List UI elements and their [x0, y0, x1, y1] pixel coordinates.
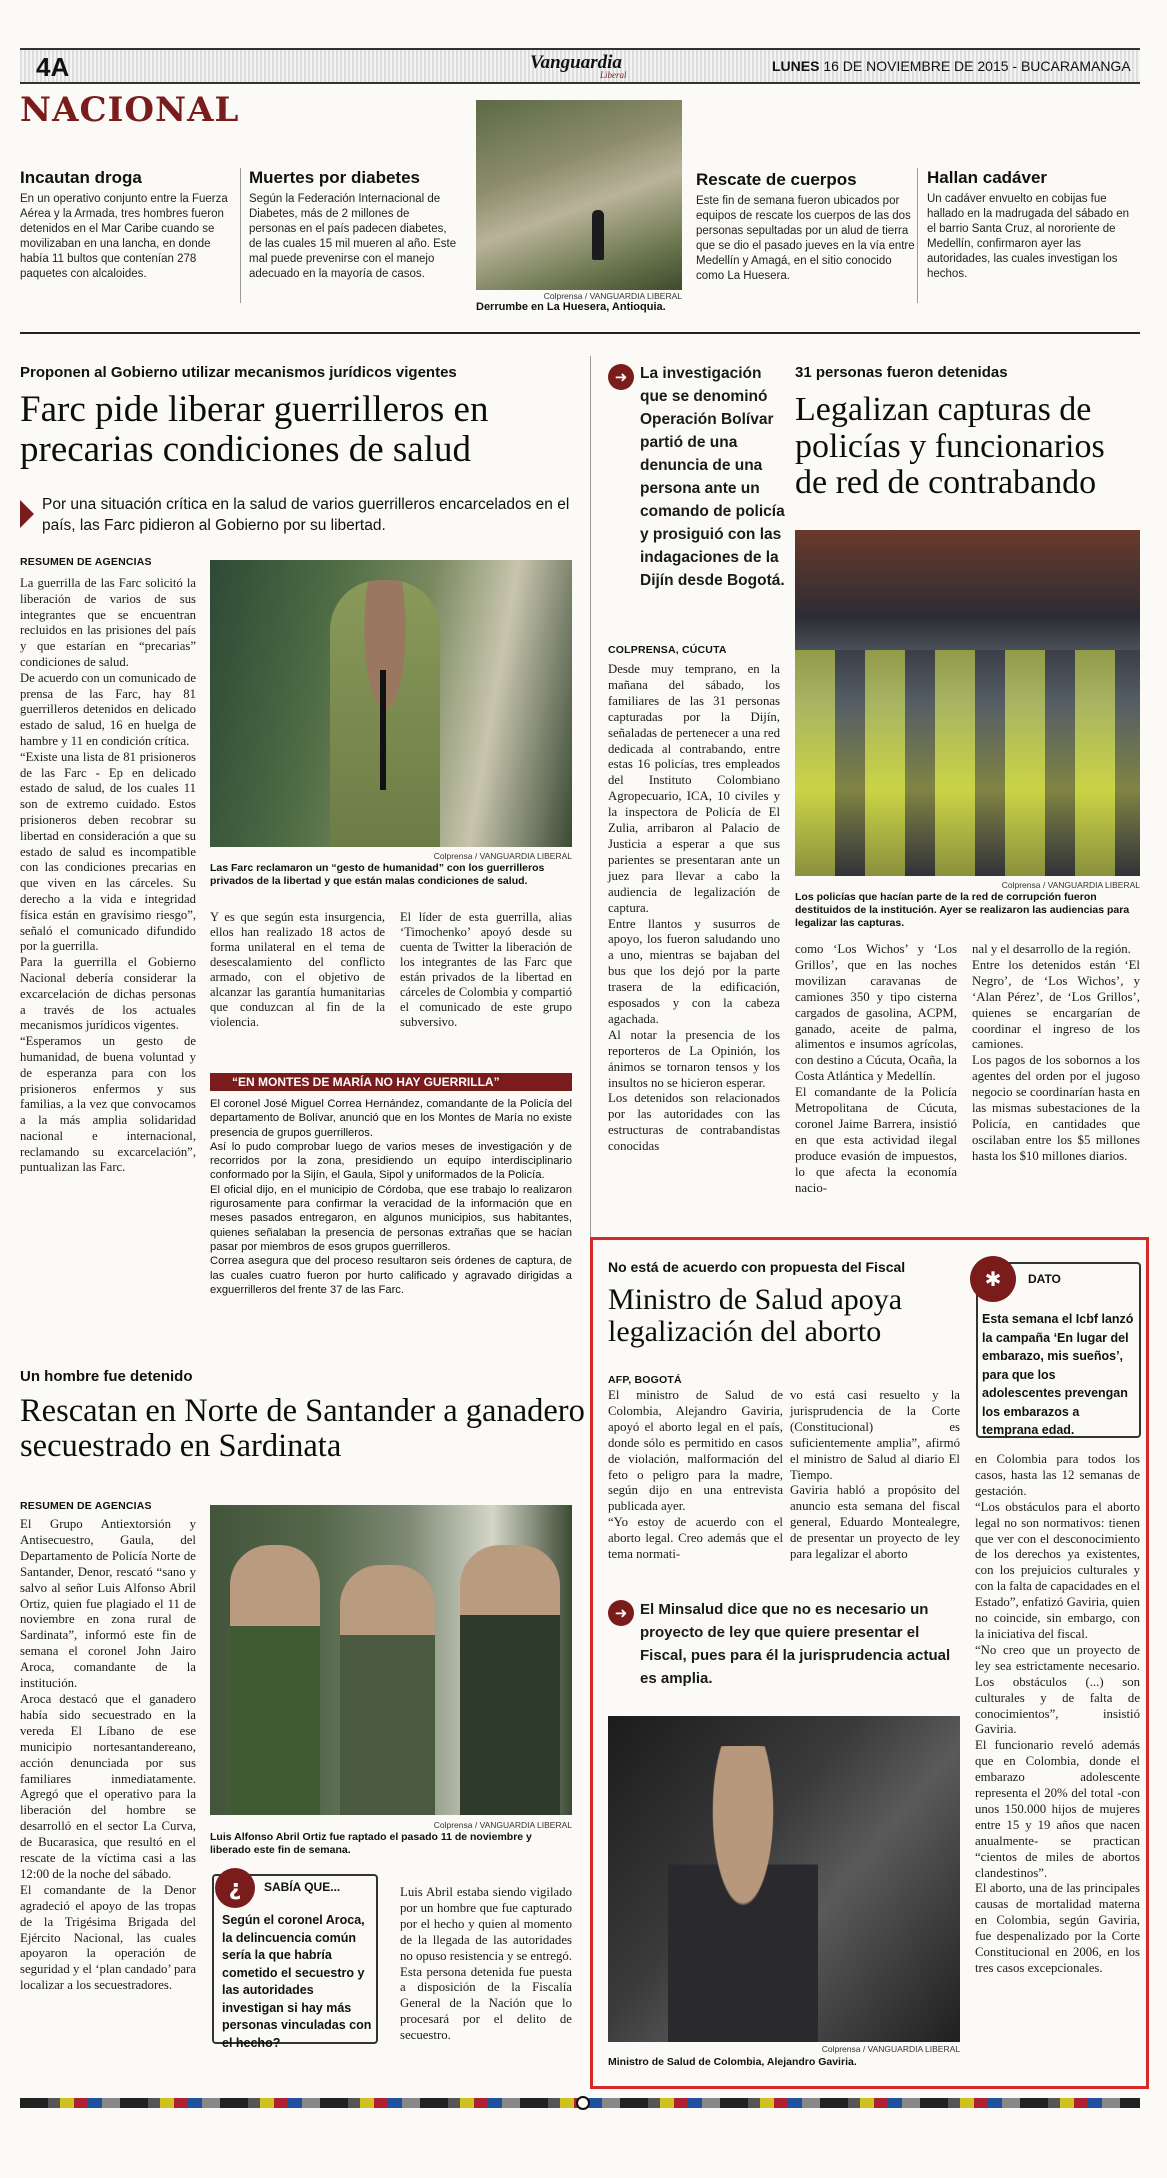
montes-box-title: “EN MONTES DE MARÍA NO HAY GUERRILLA” [210, 1073, 572, 1091]
brief-title: Rescate de cuerpos [696, 170, 857, 189]
brief-title: Incautan droga [20, 168, 142, 187]
minister-figure [668, 1746, 818, 2042]
farc-kicker: Proponen al Gobierno utilizar mecanismos jurídicos vigentes [20, 364, 457, 381]
rescate-kicker: Un hombre fue detenido [20, 1368, 193, 1385]
brief-divider [240, 168, 241, 303]
landslide-photo [476, 100, 682, 290]
aborto-col2: vo está casi resuelto y la jurisprudencia de la Corte (Constitucional) es suficientemente amplia”, afirmó el ministro de Salud al diario El Tiempo. Gaviria habló a propósito del anuncio esta semana del fiscal general, Eduardo Montealegre, de presentar un proyecto de ley para legalizar el aborto [790, 1388, 960, 1562]
photo-credit: Colprensa / VANGUARDIA LIBERAL [543, 291, 682, 301]
contrabando-col1: Desde muy temprano, en la mañana del sábado, los familiares de las 31 personas capturadas por la Dijín, señaladas de pertenecer a una red dedicada al contrabando, entre estas 16 policías, tres empleados del Instituto Colombiano Agropecuario, ICA, 10 civiles y la inspectora de Policía de El Zulia, arribaron al Palacio de Justicia a esperar a que sus parientes se presentaran ante un juez para llevar a cabo la audiencia de legalización de captura. Entre llantos y susurros de apoyo, los fueron saludando uno a uno, mientras se bajaban del bus que los dejó por la parte trasera de la edificación, esposados y con la cabeza agachada. Al notar la presencia de los reporteros de La Opinión, los ánimos se tornaron tensos y los insultos no se hicieron esperar. Los detenidos son relacionados por las autoridades con las estructuras de contrabandistas conocidas [608, 662, 780, 1154]
registration-mark-icon [576, 2096, 590, 2110]
contrabando-byline: COLPRENSA, CÚCUTA [608, 644, 727, 656]
aborto-headline: Ministro de Salud apoya legalización del aborto [608, 1283, 903, 1349]
photo-credit: Colprensa / VANGUARDIA LIBERAL [433, 851, 572, 861]
photo-caption: Las Farc reclamaron un “gesto de humanidad” con los guerrilleros privados de la libertad y que están malas condiciones de salud. [210, 862, 545, 887]
dato-title: DATO [1028, 1272, 1061, 1286]
brief-body: Este fin de semana fueron ubicados por equipos de rescate los cuerpos de las dos personas sepultadas por un alud de tierra que se dio el pasado jueves en la vía entre Medellín y Amagá, en el sitio conocido como La Huesera. [696, 195, 915, 282]
photo-caption: Los policías que hacían parte de la red de corrupción fueron destituidos de la institución. Ayer se realizaron las audiencias para legalizar las capturas. [795, 891, 1130, 929]
logo-sub: Liberal [600, 70, 627, 80]
farc-byline: RESUMEN DE AGENCIAS [20, 556, 152, 568]
arrow-icon: ➜ [608, 1600, 634, 1626]
masthead [20, 48, 1140, 84]
brief-body: En un operativo conjunto entre la Fuerza Aérea y la Armada, tres hombres fueron detenidos en el Mar Caribe cuando se movilizaban en una lancha, en donde había 11 bultos que contenían 278 paquetes con alcaloides. [20, 193, 228, 280]
aborto-col1: El ministro de Salud de Colombia, Alejandro Gaviria, apoyó el aborto legal en el país, donde sólo es permitido en casos de violación, malformación del feto o peligro para la madre, según dijo en una entrevista publicada ayer. “Yo estoy de acuerdo con el aborto legal. Creo además que el tema normati- [608, 1388, 783, 1562]
contrabando-photo [795, 530, 1140, 876]
contrabando-kicker: 31 personas fueron detenidas [795, 364, 1008, 381]
brief-1 [20, 168, 236, 282]
edition-date [772, 58, 1131, 74]
sabia-title: SABÍA QUE... [264, 1880, 341, 1894]
rescate-photo [210, 1505, 572, 1815]
page-number: 4A [36, 52, 70, 82]
gaula-officer-figure [460, 1545, 560, 1815]
contrabando-pullquote: La investigación que se denominó Operación Bolívar partió de una denuncia de una persona ante un comando de policía y prosiguió con las indagaciones de la Dijín desde Bogotá. [640, 365, 785, 589]
brief-2 [249, 168, 459, 282]
microphone-icon [380, 670, 386, 790]
brief-body: Según la Federación Internacional de Diabetes, más de 2 millones de personas en el país padecen diabetes, de las cuales 15 mil mueren al año. Este mal puede prevenirse con el manejo adecuado en la mayoría de casos. [249, 193, 457, 280]
deck-arrow-icon [20, 500, 34, 528]
brief-3 [696, 170, 916, 284]
date-day: LUNES [772, 58, 820, 74]
sabia-body: Según el coronel Aroca, la delincuencia común sería la que habría cometido el secuestro y las autoridades investigan si hay más personas vinculadas con el hecho? [222, 1913, 372, 2050]
farc-deck: Por una situación crítica en la salud de varios guerrilleros encarcelados en el país, las Farc pidieron al Gobierno por su libertad. [42, 496, 570, 534]
aborto-pullquote: El Minsalud dice que no es necesario un proyecto de ley que quiere presentar el Fiscal, pues para él la jurisprudencia actual es amplia. [640, 1601, 951, 1687]
farc-headline: Farc pide liberar guerrilleros en precarias condiciones de salud [20, 389, 489, 470]
montes-box-body: El coronel José Miguel Correa Hernández, comandante de la Policía del departamento de Bolívar, anunció que en los Montes de María no existe presencia de grupos guerrilleros. Así lo pudo comprobar luego de varios meses de investigación y de recorridos por la zona, presidiendo un equipo interdisciplinario conformado por la Sijín, el Gaula, Sipol y uniformados de la Policía. El oficial dijo, en el municipio de Córdoba, que ese trabajo lo realizaron rigurosamente para confirmar la veracidad de la información que en meses pasados entregaron, en algunos municipios, sus habitantes, quienes señalaban la presencia de personas extrañas que se hacían pasar por miembros de esos grupos guerrilleros. Correa asegura que del proceso resultaron seis órdenes de captura, de las cuales cuatro fueron por hurto calificado y agravado dirigidas a exguerrilleros del frente 37 de las Farc. [210, 1098, 572, 1296]
farc-col3: El líder de esta guerrilla, alias ‘Timochenko’ apoyó desde su cuenta de Twitter la liberación de los integrantes de las Farc que están privados de la libertad en cárceles de Colombia y compartió el comunicado de este grupo subversivo. [400, 910, 572, 1029]
contrabando-col3: nal y el desarrollo de la región. Entre los detenidos están ‘El Negro’, de ‘Los Wichos’, y ‘Alan Pérez’, de ‘Los Grillos’, quienes se encargarían de coordinar el ingreso de los camiones. Los pagos de los sobornos a los agentes del orden por el jugoso negocio se coordinarían hasta en las mismas subestaciones de la Policía, en cantidades que oscilaban entre los $5 millones hasta los $10 millones diarios. [972, 942, 1140, 1163]
dato-body: Esta semana el Icbf lanzó la campaña ‘En lugar del embarazo, mis sueños’, para que los adolescentes prevengan los embarazos a temprana edad. [982, 1312, 1134, 1437]
person-figure [592, 210, 604, 260]
officer-figure [230, 1545, 320, 1815]
photo-credit: Colprensa / VANGUARDIA LIBERAL [821, 2044, 960, 2054]
puzzle-icon: ✱ [970, 1256, 1016, 1302]
date-rest: 16 DE NOVIEMBRE DE 2015 - BUCARAMANGA [823, 58, 1131, 74]
question-icon: ¿ [215, 1868, 255, 1908]
brief-4 [927, 168, 1140, 282]
brief-title: Hallan cadáver [927, 168, 1048, 187]
section-title: NACIONAL [20, 90, 240, 130]
brief-body: Un cadáver envuelto en cobijas fue hallado en la madrugada del sábado en el barrio Santa Cruz, al nororiente de Medellín, confirmaron ayer las autoridades, las cuales investigan los hechos. [927, 193, 1130, 280]
photo-credit: Colprensa / VANGUARDIA LIBERAL [433, 1820, 572, 1830]
arrow-icon: ➜ [608, 364, 634, 390]
farc-col2: Y es que según esta insurgencia, ellos han realizado 18 actos de forma unilateral en el tema de desescalamiento del conflicto armado, con el objetivo de alcanzar las garantía humanitarias que conduzcan al fin de la violencia. [210, 910, 385, 1029]
section-rule [20, 332, 1140, 334]
contrabando-col2: como ‘Los Wichos’ y ‘Los Grillos’, que en las noches movilizan caravanas de camiones 350 y tipo cisterna cargados de gasolina, ACPM, ganado, aceite de palma, alimentos e insumos agrícolas, con destino a Cúcuta, Ocaña, la Costa Atlántica y Medellín. El comandante de la Policía Metropolitana de Cúcuta, coronel Jaime Barrera, insistió en que esta actividad ilegal produce evasión de impuestos, lo que afecta la economía nacio- [795, 942, 957, 1195]
aborto-kicker: No está de acuerdo con propuesta del Fiscal [608, 1259, 906, 1275]
brief-title: Muertes por diabetes [249, 168, 420, 187]
brief-divider [917, 168, 918, 303]
photo-caption: Derrumbe en La Huesera, Antioquia. [476, 301, 666, 313]
logo-text: Vanguardia [530, 52, 622, 73]
photo-credit: Colprensa / VANGUARDIA LIBERAL [1001, 880, 1140, 890]
farc-col1: La guerrilla de las Farc solicitó la liberación de varios de sus integrantes que se encuentran recluidos en las prisiones del país y que estarían en “precarias” condiciones de salud. De acuerdo con un comunicado de prensa de las Farc, hay 81 guerrilleros detenidos en delicado estado de salud, 16 en huelga de hambre y 11 en condición crítica. “Existe una lista de 81 prisioneros de las Farc - Ep en delicado estado de salud, de los cuales 11 son de extremo cuidado. Estos prisioneros deben recobrar su libertad en consideración a que su estado de salud es incompatible con las condiciones precarias en que viven en las cárceles. Su derecho a la vida e integridad física están en gravísimo riesgo”, señaló el comunicado difundido por la guerrilla. Para la guerrilla el Gobierno Nacional debería considerar la excarcelación de dichas personas a través de los actuales mecanismos jurídicos vigentes. “Esperamos un gesto de humanidad, de buena voluntad y de esperanza para con los prisioneros enfermos y sus familias, a la vez que convocamos a la más amplia solidaridad nacional e internacional, reclamando su excarcelación”, puntualizan las Farc. [20, 576, 196, 1175]
minister-photo [608, 1716, 960, 2042]
victim-figure [340, 1565, 435, 1815]
rescate-headline: Rescatan en Norte de Santander a ganadero secuestrado en Sardinata [20, 1393, 585, 1465]
aborto-col3: en Colombia para todos los casos, hasta las 12 semanas de gestación. “Los obstáculos para el aborto legal no son normativos: tienen que ver con el desconocimiento de los derechos ya existentes, con los prejuicios culturales y con la falta de capacidades en el Estado”, enfatizó Gaviria, quien no coincide, sin embargo, con la iniciativa del fiscal. “No creo que un proyecto de ley sea estrictamente necesario. Los obstáculos (...) son culturales y de falta de conocimientos”, insistió Gaviria. El funcionario reveló además que en Colombia, donde el embarazo adolescente representa el 20% del total -con unos 150.000 hijos de mujeres entre 15 y 19 años que nacen anualmente- se practican “cientos de miles de abortos clandestinos”. El aborto, una de las principales causas de mortalidad materna en Colombia, según Gaviria, fue despenalizado por la Corte Constitucional en 2006, en los tres casos excepcionales. [975, 1452, 1140, 1975]
column-rule [590, 356, 591, 1366]
contrabando-headline: Legalizan capturas de policías y funcionarios de red de contrabando [795, 391, 1105, 502]
aborto-byline: AFP, BOGOTÁ [608, 1374, 682, 1386]
rescate-byline: RESUMEN DE AGENCIAS [20, 1500, 152, 1512]
photo-caption: Luis Alfonso Abril Ortiz fue raptado el pasado 11 de noviembre y liberado este fin de semana. [210, 1831, 532, 1856]
crowd-shape [795, 650, 1140, 876]
rescate-col1: El Grupo Antiextorsión y Antisecuestro, Gaula, del Departamento de Policía Norte de Santander, Denor, rescató “sano y salvo al señor Luis Alfonso Abril Ortiz, quien fue plagiado el 11 de noviembre en zona rural de Sardinata”, informó este fin de semana el coronel John Jairo Aroca, comandante de la institución. Aroca destacó que el ganadero había sido secuestrado en la vereda El Líbano de ese municipio nortesantandereano, acción denunciada por sus familiares inmediatamente. Agregó que el operativo para la liberación del hombre se desarrolló en el sector La Curva, de Bucarasica, que resultó en el rescate de la víctima casi a las 12:00 de la noche del sábado. El comandante de la Denor agradeció el apoyo de las tropas de la Trigésima Brigada del Ejército Nacional, las cuales apoyaron la operación de seguridad y el ‘plan candado’ para localizar a los secuestradores. [20, 1517, 196, 1993]
photo-caption: Ministro de Salud de Colombia, Alejandro Gaviria. [608, 2056, 857, 2068]
rescate-col3: Luis Abril estaba siendo vigilado por un hombre que fue capturado por el hecho y quien al momento de la llegada de las autoridades no opuso resistencia y se entregó. Esta persona detenida fue puesta a disposición de la Fiscalía General de la Nación que lo procesará por el delito de secuestro. [400, 1885, 573, 2043]
farc-photo [210, 560, 572, 847]
